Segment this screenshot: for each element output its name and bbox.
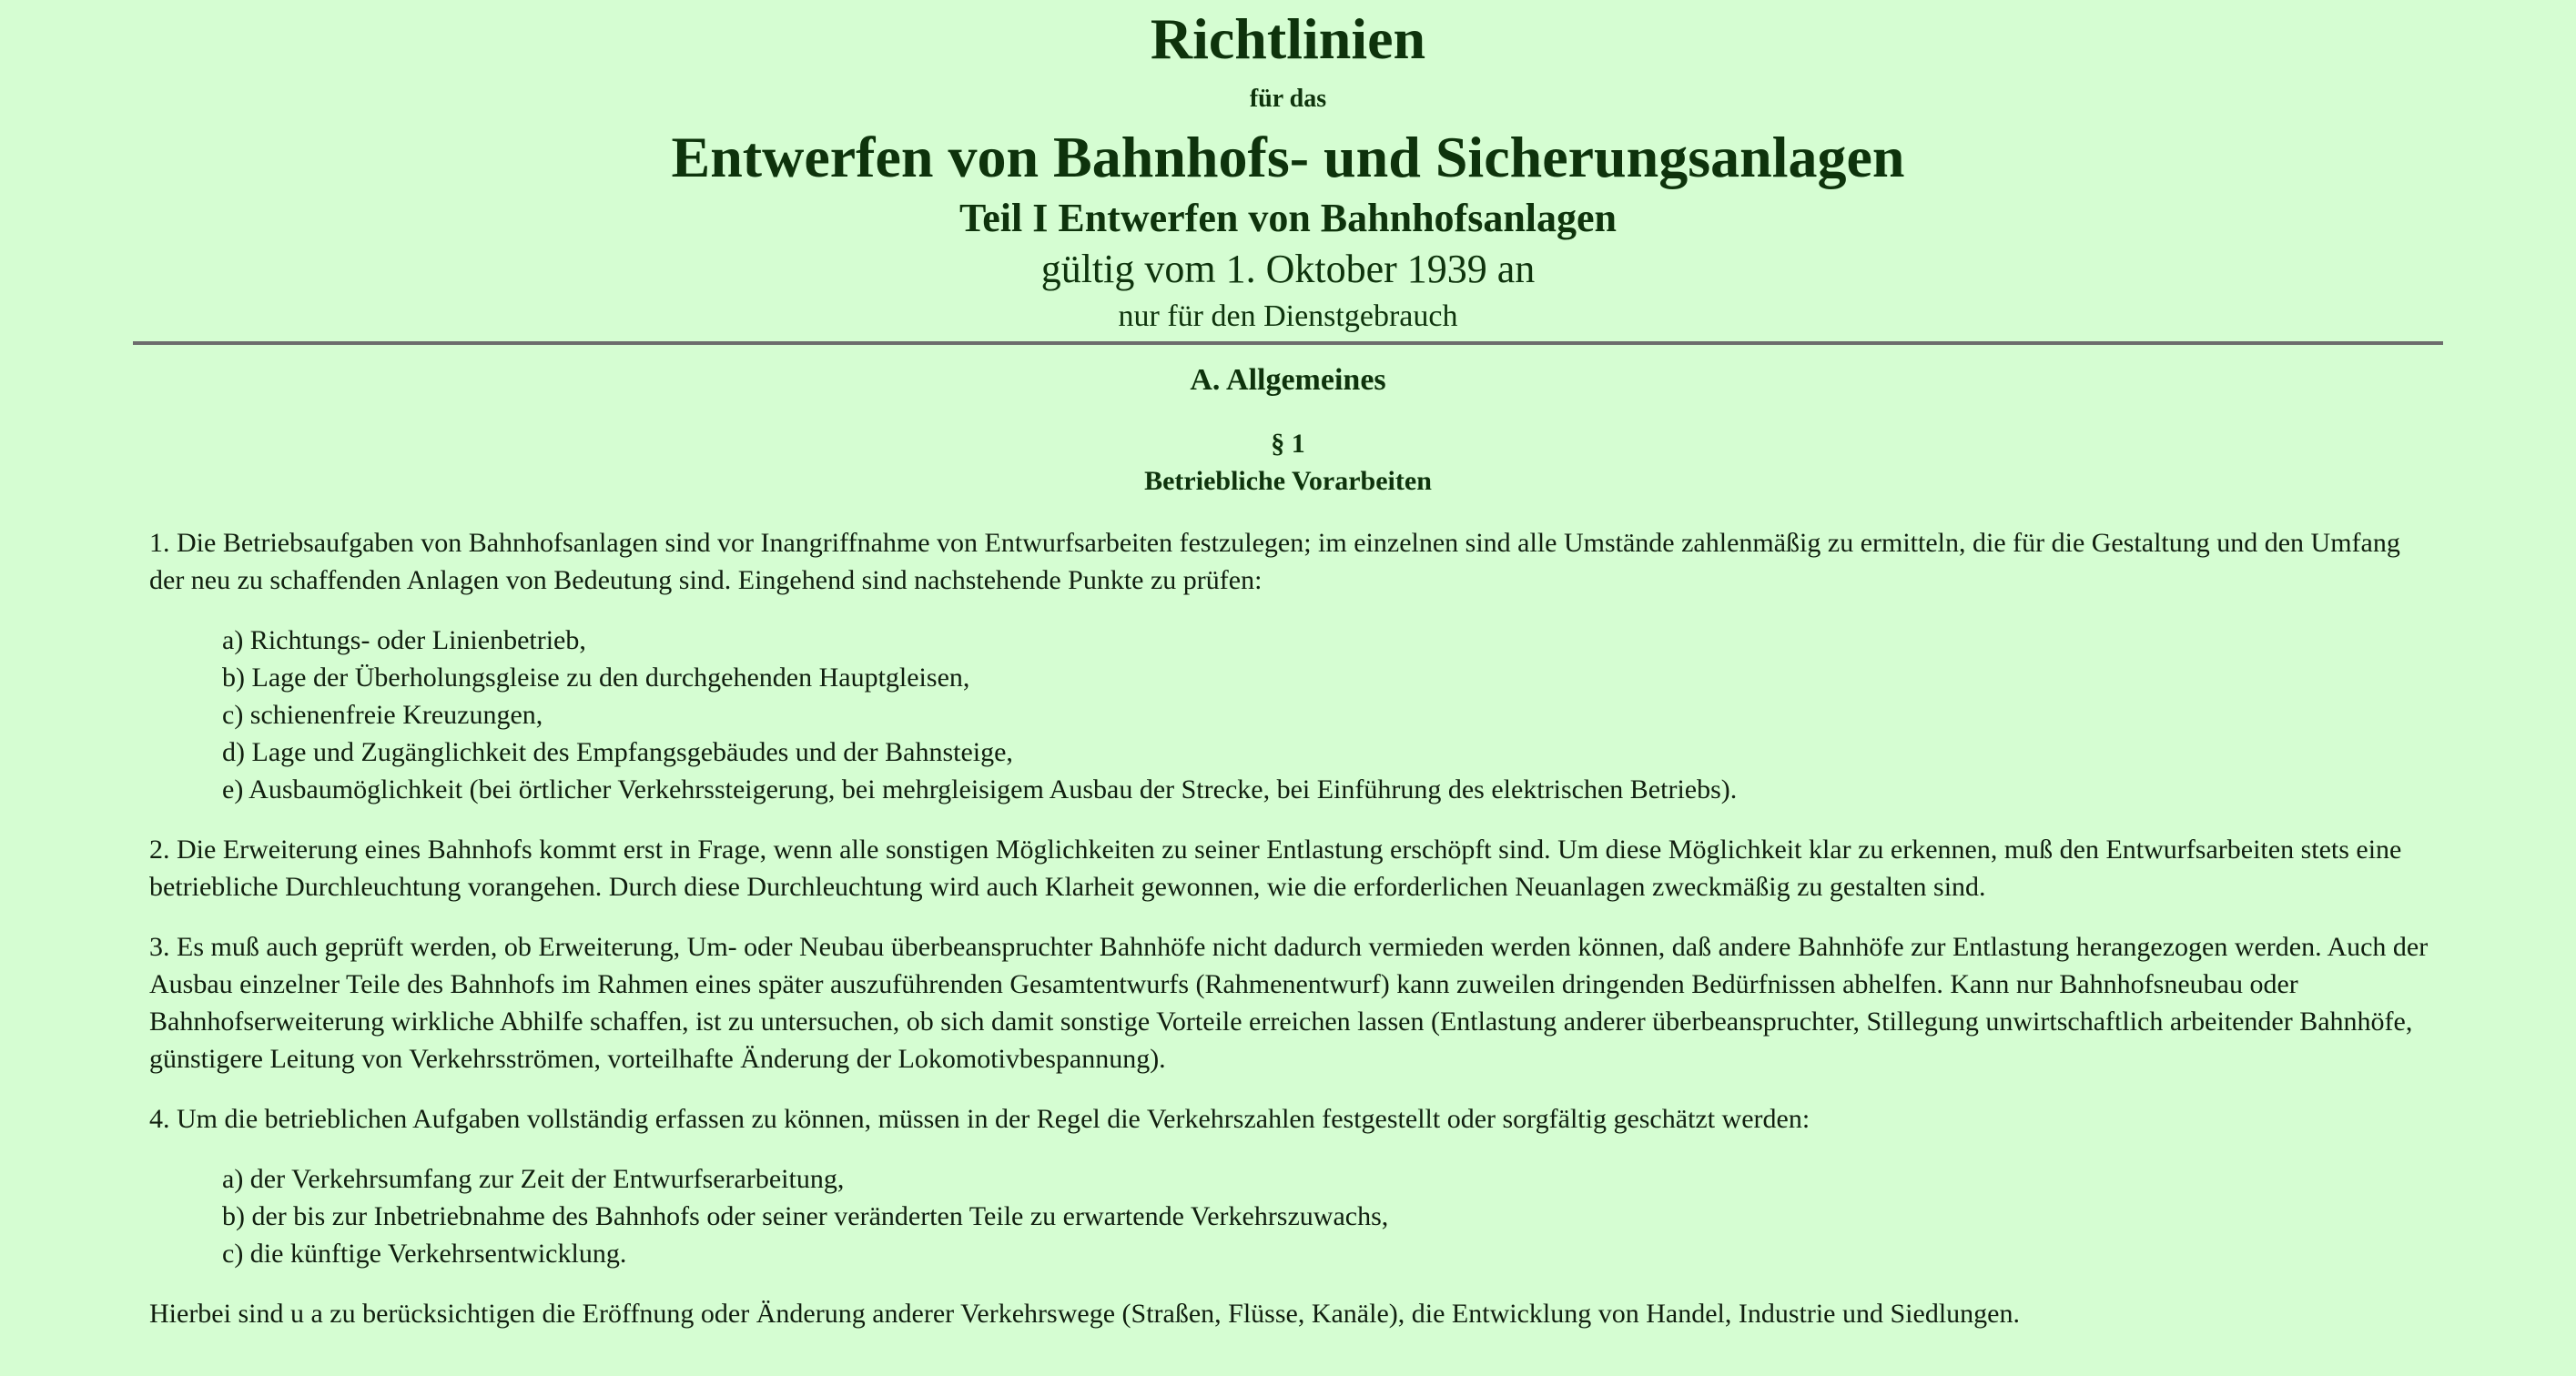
body-paragraph-4: 4. Um die betrieblichen Aufgaben vollständig erfassen zu können, müssen in der Regel die Verkehrszahlen festgestellt oder sorgfältig geschätzt werden: — [149, 1104, 1810, 1134]
validity-date: gültig vom 1. Oktober 1939 an — [1040, 247, 1536, 291]
document-body — [149, 524, 2434, 1355]
list-item: a) Richtungs- oder Linienbetrieb, — [222, 625, 586, 655]
usage-restriction: nur für den Dienstgebrauch — [1118, 299, 1458, 333]
paragraph-number: § 1 — [1271, 429, 1305, 459]
body-paragraph-3: 3. Es muß auch geprüft werden, ob Erweiterung, Um- oder Neubau überbeanspruchter Bahnhöfe nicht dadurch vermieden werden können, daß andere Bahnhöfe zur Entlastung herangezogen werden. Auch der Ausbau einzelner Teile des Bahnhofs im Rahmen eines später auszuführenden Gesamtentwurfs (Rahmenentwurf) kann zuweilen dringenden Bedürfnissen abhelfen. Kann nur Bahnhofsneubau oder Bahnhofserweiterung wirkliche Abhilfe schaffen, ist zu untersuchen, ob sich damit sonstige Vorteile erreichen lassen (Entlastung anderer überbeanspruchter, Stillegung unwirtschaftlich arbeitender Bahnhöfe, günstigere Leitung von Verkehrsströmen, vorteilhafte Änderung der Lokomotivbespannung). — [149, 932, 2429, 1074]
document-title: Richtlinien — [1150, 6, 1426, 71]
check-list-2 — [149, 1160, 2434, 1272]
document-subtitle: Entwerfen von Bahnhofs- und Sicherungsanlagen — [671, 125, 1905, 189]
document-part: Teil I Entwerfen von Bahnhofsanlagen — [958, 196, 1618, 240]
list-item: e) Ausbaumöglichkeit (bei örtlicher Verkehrssteigerung, bei mehrgleisigem Ausbau der Strecke, bei Einführung des elektrischen Betriebs). — [222, 774, 1738, 804]
title-connector: für das — [1249, 85, 1327, 113]
check-list-1 — [149, 622, 2434, 808]
list-item: a) der Verkehrsumfang zur Zeit der Entwurfserarbeitung, — [222, 1164, 845, 1194]
list-item: b) Lage der Überholungsgleise zu den durchgehenden Hauptgleisen, — [222, 663, 970, 693]
section-heading: A. Allgemeines — [1190, 363, 1386, 397]
header-divider — [133, 341, 2443, 345]
body-paragraph-1: 1. Die Betriebsaufgaben von Bahnhofsanlagen sind vor Inangriffnahme von Entwurfsarbeiten festzulegen; im einzelnen sind alle Umstände zahlenmäßig zu ermitteln, die für die Gestaltung und den Umfang der neu zu schaffenden Anlagen von Bedeutung sind. Eingehend sind nachstehende Punkte zu prüfen: — [149, 528, 2400, 595]
list-item: b) der bis zur Inbetriebnahme des Bahnhofs oder seiner veränderten Teile zu erwartende Verkehrszuwachs, — [222, 1201, 1389, 1231]
body-paragraph-5: Hierbei sind u a zu berücksichtigen die Eröffnung oder Änderung anderer Verkehrswege (Straßen, Flüsse, Kanäle), die Entwicklung von Handel, Industrie und Siedlungen. — [149, 1299, 2020, 1329]
list-item: c) die künftige Verkehrsentwicklung. — [222, 1239, 627, 1269]
list-item: d) Lage und Zugänglichkeit des Empfangsgebäudes und der Bahnsteige, — [222, 737, 1013, 767]
paragraph-title: Betriebliche Vorarbeiten — [1144, 466, 1432, 496]
body-paragraph-2: 2. Die Erweiterung eines Bahnhofs kommt erst in Frage, wenn alle sonstigen Möglichkeiten zu seiner Entlastung erschöpft sind. Um diese Möglichkeit klar zu erkennen, muß den Entwurfsarbeiten stets eine betriebliche Durchleuchtung vorangehen. Durch diese Durchleuchtung wird auch Klarheit gewonnen, wie die erforderlichen Neuanlagen zweckmäßig zu gestalten sind. — [149, 835, 2402, 902]
document-header — [0, 0, 2576, 335]
list-item: c) schienenfreie Kreuzungen, — [222, 700, 543, 730]
